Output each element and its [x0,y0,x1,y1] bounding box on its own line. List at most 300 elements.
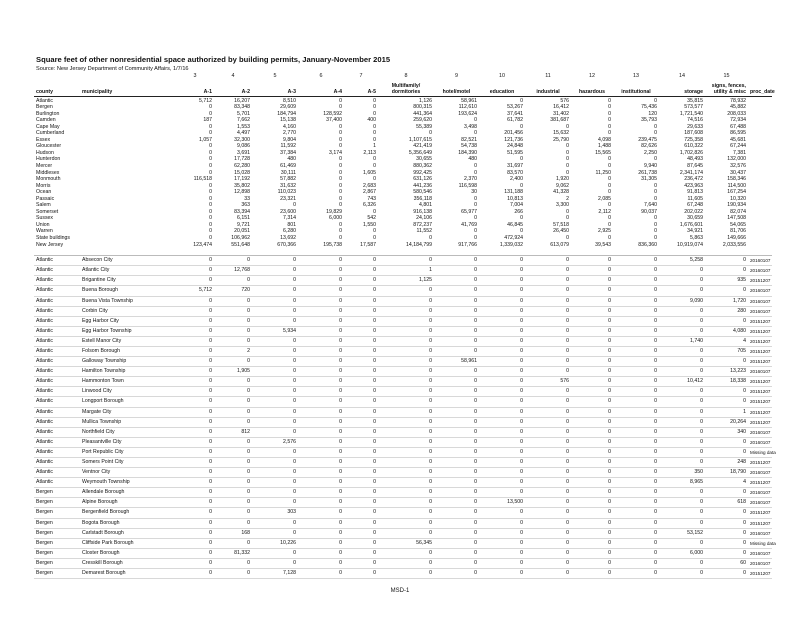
cell-value: 0 [176,468,214,478]
cell-value: 0 [434,336,479,346]
cell-value: 0 [378,377,434,387]
county-value: 2 [566,195,569,202]
header-storage: storage [659,82,705,97]
cell-value: 0 [298,468,344,478]
cell-value: 0 [613,336,659,346]
cell-value: 0 [176,397,214,407]
county-value: 2,085 [598,195,611,202]
county-value: 2,770 [283,130,296,137]
cell-value: 0 [298,548,344,558]
cell-value: 0 [378,518,434,528]
table-row [34,437,772,447]
cell-value: 0 [298,427,344,437]
county-value: 15,632 [553,130,569,137]
cell-value: 0 [479,478,525,488]
cell-value: 0 [298,286,344,296]
table-row [34,528,772,538]
cell-value: 0 [344,397,378,407]
cell-value: 0 [344,417,378,427]
county-value: 17,587 [360,241,376,248]
cell-value: 0 [298,447,344,457]
county-value: 800,315 [413,104,432,111]
cell-value: 0 [252,548,298,558]
cell-value: 0 [298,558,344,568]
county-value: 3,300 [556,202,569,209]
cell-value: 0 [571,569,613,579]
county-value: 116,598 [458,182,477,189]
county-value: 0 [209,149,212,156]
cell-value: 576 [525,377,571,387]
county-value: 0 [474,195,477,202]
cell-value: 0 [659,286,705,296]
county-value: 0 [608,117,611,124]
cell-county: Atlantic [34,417,80,427]
county-value: 4,160 [283,123,296,130]
cell-value: 0 [298,397,344,407]
county-value: 480 [468,156,477,163]
cell-value: 0 [344,346,378,356]
cell-value: 0 [252,316,298,326]
cell-proc-date: Missing data [748,538,772,548]
county-value: 2,400 [510,176,523,183]
county-value: 55,389 [416,123,432,130]
county-value: 202,022 [684,208,703,215]
cell-value: 0 [252,286,298,296]
county-value: 992,425 [413,169,432,176]
county-value: 16,412 [553,104,569,111]
county-value: 2,925 [598,228,611,235]
cell-value: 0 [705,387,748,397]
cell-municipality: Closter Borough [80,548,176,558]
cell-value: 5,934 [252,326,298,336]
cell-value: 0 [525,336,571,346]
cell-value: 0 [214,488,252,498]
cell-value: 0 [378,346,434,356]
cell-value: 0 [479,468,525,478]
cell-municipality: Demarest Borough [80,569,176,579]
county-value: 9,721 [237,221,250,228]
county-value: 61,469 [280,163,296,170]
county-value: 13,692 [280,235,296,242]
cell-value: 0 [434,276,479,286]
county-name: Gloucester [36,143,62,150]
table-row [34,478,772,488]
county-value: 0 [654,195,657,202]
county-value: 421,419 [413,143,432,150]
county-value: 259,620 [413,117,432,124]
cell-value: 0 [525,528,571,538]
cell-value: 0 [659,518,705,528]
county-value: 0 [566,149,569,156]
table-row [34,306,772,316]
table-row [34,276,772,286]
cell-value: 0 [659,538,705,548]
county-value: 32,300 [234,136,250,143]
county-value: 0 [339,195,342,202]
cell-value: 0 [525,306,571,316]
table-row [34,326,772,336]
county-value: 11,552 [416,228,432,235]
cell-value: 0 [378,548,434,558]
county-value: 3,498 [464,123,477,130]
county-value: 83,570 [507,169,523,176]
county-value: 5,356,649 [408,149,432,156]
cell-value: 0 [613,458,659,468]
cell-value: 0 [214,377,252,387]
cell-value: 0 [479,397,525,407]
cell-value: 0 [298,336,344,346]
county-value: 131,188 [504,189,523,196]
county-value: 41,328 [553,189,569,196]
county-value: 67,244 [730,143,746,150]
county-value: 0 [373,235,376,242]
cell-value: 0 [252,306,298,316]
county-value: 1,721,540 [679,110,703,117]
cell-value: 0 [479,367,525,377]
county-value: 31,305 [641,176,657,183]
county-value: 0 [339,136,342,143]
cell-value: 720 [214,286,252,296]
county-value: 0 [339,130,342,137]
county-value: 1,550 [363,221,376,228]
county-name: Sussex [36,215,54,222]
county-row [34,96,772,104]
cell-value: 0 [479,336,525,346]
cell-value: 0 [298,458,344,468]
cell-value: 0 [434,256,479,266]
column-number: 3 [193,73,197,79]
cell-value: 0 [252,518,298,528]
cell-value: 4,080 [705,326,748,336]
cell-value: 0 [613,468,659,478]
county-value: 149,666 [727,235,746,242]
county-value: 15,028 [234,169,250,176]
cell-value: 0 [479,296,525,306]
cell-value: 0 [344,558,378,568]
cell-value: 0 [176,326,214,336]
county-value: 0 [209,104,212,111]
cell-value: 0 [613,326,659,336]
cell-value: 0 [176,256,214,266]
cell-value: 0 [613,276,659,286]
cell-value: 0 [659,437,705,447]
cell-value: 0 [252,468,298,478]
county-value: 57,518 [553,221,569,228]
cell-value: 0 [525,538,571,548]
table-row [34,558,772,568]
county-value: 0 [608,163,611,170]
cell-value: 0 [434,367,479,377]
county-value: 41,769 [461,221,477,228]
cell-county: Atlantic [34,407,80,417]
county-value: 580,546 [413,189,432,196]
cell-value: 0 [344,437,378,447]
cell-value: 0 [214,417,252,427]
cell-value: 0 [378,508,434,518]
header-multifamily [378,82,434,97]
table-row [34,387,772,397]
cell-value: 0 [571,336,613,346]
county-value: 0 [608,110,611,117]
cell-value: 0 [659,326,705,336]
header-a1: A-1 [176,82,214,97]
cell-value: 0 [479,266,525,276]
cell-county: Atlantic [34,458,80,468]
cell-value: 0 [525,508,571,518]
cell-value: 0 [176,458,214,468]
cell-value: 0 [659,417,705,427]
county-value: 39,543 [595,241,611,248]
cell-value: 0 [659,397,705,407]
county-value: 1,488 [598,143,611,150]
header-a3: A-3 [252,82,298,97]
county-value: 30,655 [416,156,432,163]
cell-proc-date: 20151207 [748,346,772,356]
county-name: Camden [36,117,56,124]
cell-value: 0 [525,548,571,558]
cell-value: 812 [214,427,252,437]
county-value: 51,595 [507,149,523,156]
county-value: 67,248 [687,202,703,209]
county-value: 0 [209,235,212,242]
cell-value: 0 [613,407,659,417]
cell-county: Atlantic [34,296,80,306]
cell-value: 0 [705,518,748,528]
cell-value: 0 [214,558,252,568]
county-name: State buildings [36,235,71,242]
county-value: 0 [209,182,212,189]
cell-value: 0 [252,447,298,457]
cell-value: 0 [705,508,748,518]
cell-value: 0 [434,407,479,417]
cell-value: 0 [479,276,525,286]
cell-proc-date: 20160107 [748,256,772,266]
county-value: 0 [566,156,569,163]
county-value: 472,924 [504,235,523,242]
cell-value: 5,712 [176,286,214,296]
column-number: 6 [319,73,323,79]
cell-proc-date: 20160107 [748,528,772,538]
cell-proc-date: 20151207 [748,569,772,579]
header-hotel: hotel/motel [434,82,479,97]
cell-value: 0 [571,316,613,326]
cell-value: 1 [705,407,748,417]
cell-proc-date: 20160107 [748,266,772,276]
county-value: 0 [373,228,376,235]
cell-value: 0 [571,528,613,538]
cell-value: 0 [613,478,659,488]
county-value: 0 [373,136,376,143]
county-value: 0 [608,176,611,183]
cell-value: 618 [705,498,748,508]
cell-value: 0 [214,498,252,508]
cell-municipality: Brigantine City [80,276,176,286]
cell-value: 0 [571,296,613,306]
county-value: 37,384 [280,149,296,156]
county-value: 0 [608,221,611,228]
county-value: 0 [654,97,657,104]
county-value: 0 [474,130,477,137]
cell-municipality: Egg Harbor City [80,316,176,326]
cell-value: 0 [705,447,748,457]
cell-municipality: Pleasantville City [80,437,176,447]
cell-value: 340 [705,427,748,437]
column-number: 9 [455,73,458,79]
county-value: 17,192 [234,176,250,183]
cell-value: 1 [378,266,434,276]
cell-county: Atlantic [34,478,80,488]
cell-proc-date: 20160107 [748,367,772,377]
county-value: 0 [474,163,477,170]
header-institutional: institutional [613,82,659,97]
cell-value: 0 [344,508,378,518]
county-value: 61,782 [507,117,523,124]
cell-value: 0 [252,558,298,568]
cell-county: Atlantic [34,326,80,336]
county-value: 6,280 [283,228,296,235]
cell-value: 0 [344,427,378,437]
cell-value: 0 [525,427,571,437]
county-value: 86,595 [730,130,746,137]
table-row [34,458,772,468]
cell-municipality: Buena Borough [80,286,176,296]
cell-value: 0 [176,357,214,367]
cell-value: 0 [479,387,525,397]
county-value: 0 [474,215,477,222]
cell-value: 0 [176,488,214,498]
cell-value: 0 [613,266,659,276]
cell-value: 0 [659,458,705,468]
cell-value: 0 [571,437,613,447]
cell-value: 0 [344,296,378,306]
county-value: 0 [654,156,657,163]
cell-value: 0 [525,387,571,397]
county-value: 78,932 [730,97,746,104]
cell-value: 0 [479,569,525,579]
county-value: 37,641 [507,110,523,117]
section-spacer [34,248,772,256]
column-number: 14 [679,73,685,79]
county-value: 30 [471,189,477,196]
cell-value: 0 [613,306,659,316]
cell-value: 0 [659,447,705,457]
cell-value: 7,128 [252,569,298,579]
cell-value: 0 [298,437,344,447]
cell-value: 0 [298,417,344,427]
cell-value: 0 [479,518,525,528]
cell-value: 0 [525,458,571,468]
cell-value: 0 [378,447,434,457]
county-value: 17,728 [234,156,250,163]
cell-proc-date: 20160107 [748,306,772,316]
cell-value: 0 [176,417,214,427]
county-value: 0 [373,156,376,163]
cell-value: 0 [479,558,525,568]
cell-value: 0 [613,518,659,528]
cell-value: 10,226 [252,538,298,548]
county-value: 0 [474,117,477,124]
cell-value: 0 [613,367,659,377]
header-municipality: municipality [80,82,176,97]
table-row [34,367,772,377]
county-value: 916,138 [413,208,432,215]
county-value: 872,237 [413,221,432,228]
county-value: 12,898 [234,189,250,196]
cell-value: 6,000 [659,548,705,558]
cell-value: 0 [176,558,214,568]
cell-value: 0 [659,407,705,417]
county-value: 6,000 [329,215,342,222]
county-value: 0 [608,156,611,163]
cell-value: 0 [705,357,748,367]
cell-value: 18,790 [705,468,748,478]
header-a5: A-5 [344,82,378,97]
cell-value: 0 [214,357,252,367]
table-row [34,569,772,579]
cell-proc-date: 20151207 [748,417,772,427]
county-value: 576 [560,97,569,104]
cell-value: 0 [344,478,378,488]
cell-value: 0 [252,407,298,417]
cell-value: 168 [214,528,252,538]
cell-municipality: Bogota Borough [80,518,176,528]
county-value: 613,079 [550,241,569,248]
cell-value: 0 [434,468,479,478]
cell-value: 0 [571,407,613,417]
county-value: 15,138 [280,117,296,124]
cell-value: 0 [252,488,298,498]
cell-value: 0 [434,326,479,336]
cell-municipality: Hammonton Town [80,377,176,387]
cell-value: 0 [214,447,252,457]
cell-value: 0 [613,558,659,568]
county-value: 5,701 [237,110,250,117]
cell-county: Bergen [34,508,80,518]
county-value: 35,815 [687,97,703,104]
cell-value: 0 [613,569,659,579]
cell-value: 0 [479,427,525,437]
cell-proc-date: 20160107 [748,488,772,498]
cell-municipality: Folsom Borough [80,346,176,356]
cell-value: 0 [434,538,479,548]
county-value: 573,577 [684,104,703,111]
county-value: 2,250 [644,149,657,156]
cell-value: 0 [613,417,659,427]
cell-value: 0 [613,498,659,508]
county-value: 4,098 [598,136,611,143]
cell-value: 0 [659,488,705,498]
county-value: 0 [566,235,569,242]
cell-value: 0 [378,357,434,367]
header-a2: A-2 [214,82,252,97]
cell-value: 0 [434,478,479,488]
county-value: 167,254 [727,189,746,196]
cell-value: 0 [214,518,252,528]
county-value: 0 [520,228,523,235]
county-value: 0 [339,169,342,176]
county-value: 0 [520,182,523,189]
cell-value: 0 [705,256,748,266]
cell-value: 0 [434,508,479,518]
county-value: 0 [339,163,342,170]
cell-proc-date: 20151207 [748,478,772,488]
county-value: 0 [339,189,342,196]
county-value: 83,348 [234,104,250,111]
column-number: 8 [404,73,408,79]
cell-proc-date: 20151207 [748,518,772,528]
cell-value: 0 [613,316,659,326]
county-value: 81,706 [730,228,746,235]
